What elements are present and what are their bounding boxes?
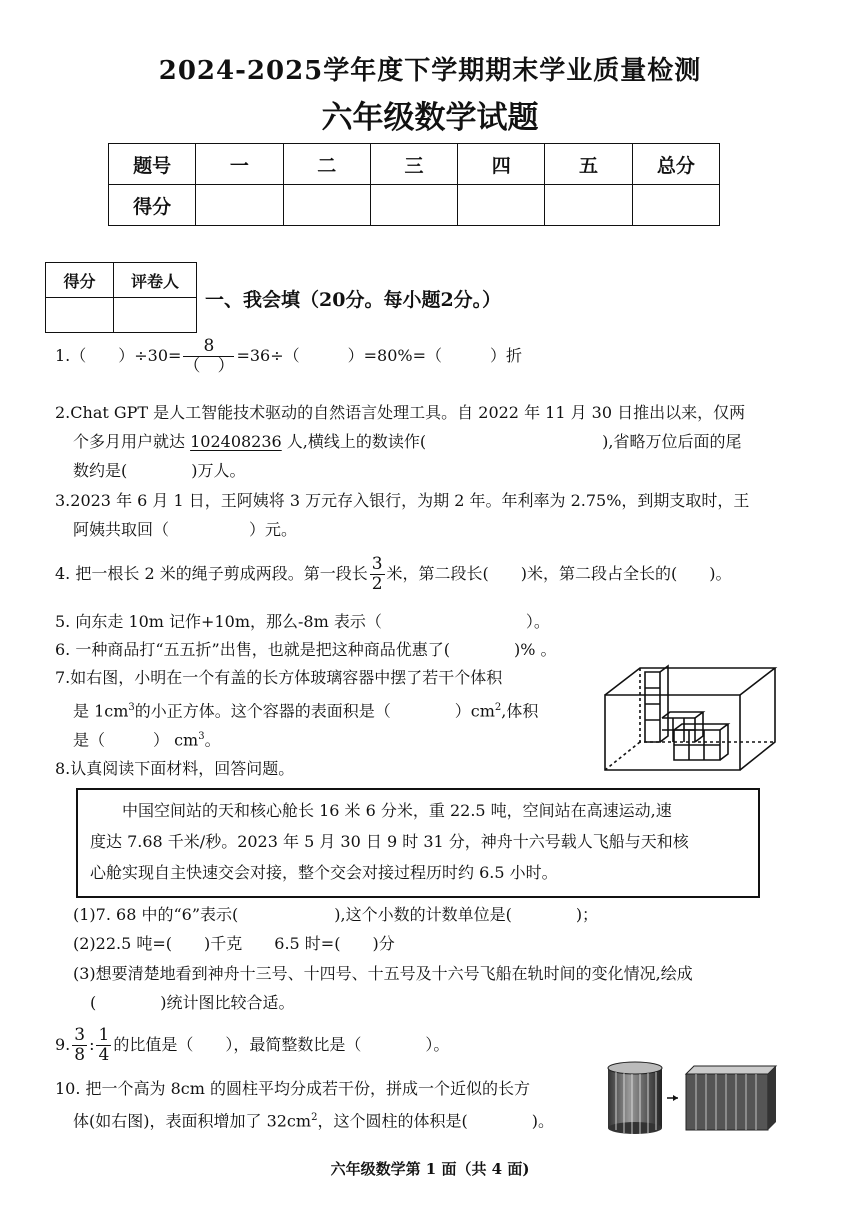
question-1	[55, 338, 522, 375]
score-table-header-row	[109, 144, 720, 185]
grader-name-cell[interactable]	[113, 298, 196, 333]
passage-box	[76, 788, 760, 898]
q10-text: 体(如右图)，表面积增加了 32cm	[73, 1111, 312, 1131]
cylinder-to-prism-figure	[600, 1060, 780, 1135]
q9-denominator: 4	[98, 1045, 110, 1065]
question-5: 5. 向东走 10m 记作+10m，那么-8m 表示（ ）。	[55, 612, 550, 631]
score-table-score-row	[109, 185, 720, 226]
q9-colon: :	[89, 1035, 95, 1054]
q2-underlined-number: 102408236	[190, 432, 282, 451]
q7-line-1: 7.如右图，小明在一个有盖的长方体玻璃容器中摆了若干个体积	[55, 668, 503, 687]
q8-sub-3: (3)想要清楚地看到神舟十三号、十四号、十五号及十六号飞船在轨时间的变化情况,绘成	[73, 964, 693, 983]
q7-superscript: 3	[128, 702, 135, 713]
q10-line-1: 10. 把一个高为 8cm 的圆柱平均分成若干份，拼成一个近似的长方	[55, 1079, 531, 1098]
table-cell: 得分	[109, 185, 196, 226]
q10-line-2	[73, 1107, 554, 1132]
q7-line-2	[73, 697, 538, 722]
q2-line-3: 数约是( )万人。	[73, 461, 246, 480]
grader-score-cell[interactable]	[46, 298, 114, 333]
question-4	[55, 556, 732, 593]
table-cell: 总分	[632, 144, 719, 185]
q8-intro: 8.认真阅读下面材料，回答问题。	[55, 759, 295, 778]
score-table	[108, 143, 720, 226]
q9-text: 的比值是（ ），最简整数比是（ ）。	[113, 1035, 450, 1054]
q8-sub-3-cont: ( )统计图比较合适。	[90, 993, 295, 1012]
q10-text: ，这个圆柱的体积是( )。	[317, 1111, 554, 1131]
q7-superscript: 2	[494, 702, 502, 713]
q4-denominator: 2	[371, 574, 383, 594]
page-footer: 六年级数学第 1 面（共 4 面)	[330, 1160, 530, 1178]
table-cell: 二	[283, 144, 370, 185]
q9-number: 9.	[55, 1035, 71, 1054]
score-input-cell[interactable]	[632, 185, 719, 226]
score-input-cell[interactable]	[283, 185, 370, 226]
q3-line-2: 阿姨共取回（ ）元。	[73, 520, 298, 539]
q2-text: 人,横线上的数读作( ),省略万位后面的尾	[281, 432, 742, 451]
exam-title: 2024-2025学年度下学期期末学业质量检测	[158, 56, 702, 86]
question-9	[55, 1027, 449, 1064]
q2-line-2	[73, 431, 741, 453]
score-input-cell[interactable]	[545, 185, 632, 226]
q1-part-b: =36÷（ ）=80%=（ ）折	[236, 346, 523, 365]
q9-numerator: 3	[74, 1025, 86, 1045]
q9-denominator: 8	[74, 1045, 86, 1065]
q2-text: 个多月用户就达	[73, 432, 191, 451]
q7-line-3	[73, 726, 221, 751]
grader-name-label: 评卷人	[113, 263, 196, 298]
table-cell: 题号	[109, 144, 196, 185]
q7-text: ,体积	[501, 701, 539, 721]
q9-fraction-2	[96, 1027, 111, 1064]
score-input-cell[interactable]	[370, 185, 457, 226]
q10-superscript: 2	[311, 1112, 318, 1123]
exam-subtitle: 六年级数学试题	[321, 100, 539, 136]
q7-text: 是 1cm	[73, 701, 129, 721]
q9-numerator: 1	[98, 1025, 110, 1045]
table-cell: 五	[545, 144, 632, 185]
q7-text: 的小正方体。这个容器的表面积是（ ）cm	[134, 701, 495, 721]
question-6: 6. 一种商品打“五五折”出售，也就是把这种商品优惠了( )% 。	[55, 640, 557, 659]
q7-superscript: 3	[198, 731, 205, 742]
q3-line-1: 3.2023 年 6 月 1 日，王阿姨将 3 万元存入银行，为期 2 年。年利率为 2.75%，到期支取时，王	[55, 491, 750, 510]
q7-text: 是（ ） cm	[73, 730, 199, 750]
q2-line-1: 2.Chat GPT 是人工智能技术驱动的自然语言处理工具。自 2022 年 11 月 30 日推出以来，仅两	[55, 403, 746, 422]
q4-fraction	[370, 556, 385, 593]
q7-text: 。	[204, 730, 221, 750]
table-cell: 四	[458, 144, 545, 185]
q1-fraction	[183, 338, 234, 375]
q4-part-b: 米，第二段长( )米，第二段占全长的( )。	[386, 564, 732, 583]
q8-sub-1: (1)7. 68 中的“6”表示( ),这个小数的计数单位是( )；	[73, 905, 599, 924]
passage-line: 度达 7.68 千米/秒。2023 年 5 月 30 日 9 时 31 分，神舟十六号载人飞船与天和核	[90, 832, 689, 851]
q9-fraction-1	[72, 1027, 87, 1064]
table-cell: 三	[370, 144, 457, 185]
q8-sub-2: (2)22.5 吨=( )千克 6.5 时=( )分	[73, 934, 395, 953]
q1-numerator: 8	[183, 338, 234, 357]
q1-part-a: 1.（ ）÷30=	[55, 346, 182, 365]
section-heading: 一、我会填（20分。每小题2分。）	[205, 289, 502, 311]
grader-score-label: 得分	[46, 263, 114, 298]
score-input-cell[interactable]	[196, 185, 283, 226]
q4-numerator: 3	[371, 554, 383, 574]
table-cell: 一	[196, 144, 283, 185]
grader-table	[45, 262, 197, 333]
q1-denominator: （ ）	[183, 356, 235, 376]
passage-line: 心舱实现自主快速交会对接，整个交会对接过程历时约 6.5 小时。	[90, 863, 558, 882]
score-input-cell[interactable]	[458, 185, 545, 226]
passage-line: 中国空间站的天和核心舱长 16 米 6 分米，重 22.5 吨，空间站在高速运动,速	[90, 801, 672, 820]
glass-box-figure	[600, 660, 780, 775]
q4-part-a: 4. 把一根长 2 米的绳子剪成两段。第一段长	[55, 564, 368, 583]
